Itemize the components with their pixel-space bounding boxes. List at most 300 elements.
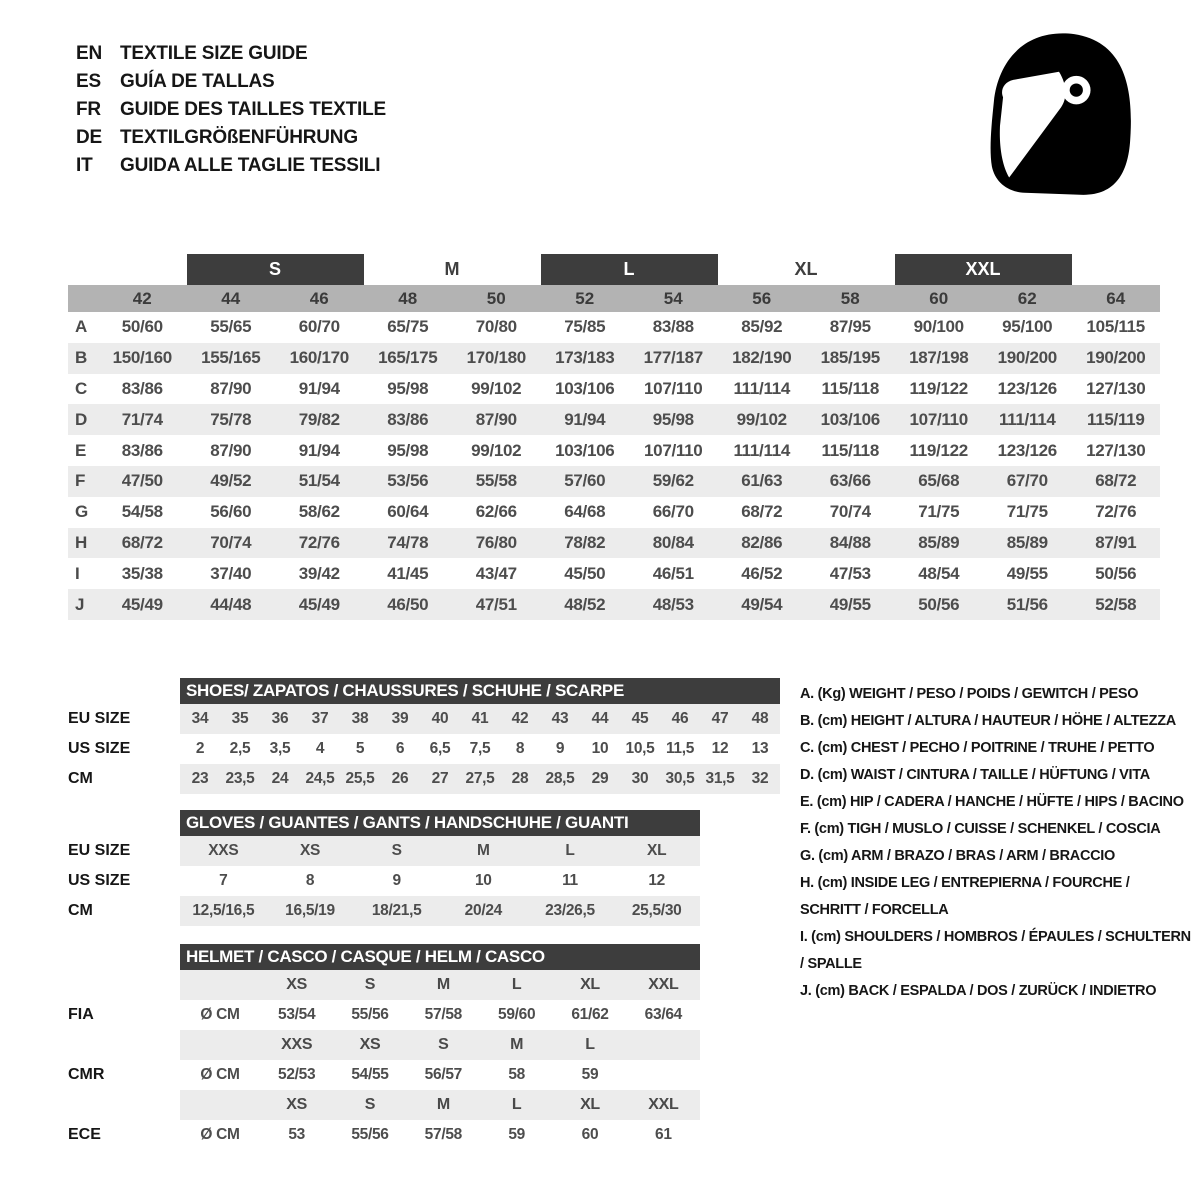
value-cell: 13: [751, 740, 769, 757]
measurement-value: 67/70: [1006, 471, 1048, 491]
size-row-G: [68, 497, 1160, 528]
helmet-value: 61/62: [571, 1006, 609, 1023]
measurement-value: 105/115: [1086, 317, 1145, 337]
measurement-value: 103/106: [555, 440, 615, 460]
row-key-A: A: [75, 317, 88, 337]
measurement-value: 87/90: [210, 440, 252, 460]
language-row-IT: [76, 152, 386, 180]
helmet-values-row-fia: [68, 1000, 780, 1030]
table-row-us-size: [68, 734, 780, 764]
helmet-value: 57/58: [424, 1006, 462, 1023]
measurement-value: 83/88: [652, 317, 694, 337]
helmet-values: [180, 1000, 700, 1030]
row-label: CM: [68, 902, 93, 919]
value-cell: 41: [471, 710, 489, 727]
size-row-I: [68, 558, 1160, 589]
measurement-value: 160/170: [289, 348, 349, 368]
numeric-size-64: 64: [1106, 288, 1126, 308]
value-cell: 2: [195, 740, 205, 757]
measurement-value: 99/102: [736, 409, 787, 429]
measurement-value: 79/82: [298, 409, 340, 429]
measurement-value: 80/84: [652, 532, 694, 552]
size-header: XXL: [648, 1096, 679, 1113]
value-cell: 6,5: [429, 740, 451, 757]
size-header: S: [364, 976, 376, 993]
value-cell: 23,5: [225, 770, 255, 787]
measurement-value: 49/54: [741, 594, 783, 614]
table-row-eu-size: [68, 704, 780, 734]
row-label-spacer: [68, 1030, 180, 1060]
measurement-value: 39/42: [298, 563, 340, 583]
measurement-value: 66/70: [652, 502, 694, 522]
size-header: S: [364, 1096, 376, 1113]
measurement-value: 58/62: [298, 502, 340, 522]
row-values: [180, 734, 780, 764]
value-cell: 2,5: [229, 740, 251, 757]
size-header: XL: [580, 976, 600, 993]
measurement-value: 62/66: [475, 502, 517, 522]
measurement-value: 107/110: [909, 409, 968, 429]
row-values: [180, 896, 700, 926]
numeric-size-60: 60: [929, 288, 949, 308]
measurement-value: 119/122: [909, 440, 968, 460]
measurement-value: 46/50: [387, 594, 429, 614]
measurement-value: 95/98: [652, 409, 694, 429]
measurement-value: 49/55: [829, 594, 871, 614]
helmet-size-headers: [180, 1030, 700, 1060]
measurement-value: 52/58: [1095, 594, 1137, 614]
measurement-value: 190/200: [997, 348, 1057, 368]
value-cell: 30,5: [665, 770, 695, 787]
legend-item-C: C. (cm) CHEST / PECHO / POITRINE / TRUHE / PETTO: [800, 740, 1155, 756]
measurement-value: 35/38: [121, 563, 163, 583]
helmet-value: 52/53: [278, 1066, 316, 1083]
measurement-legend: [800, 681, 1192, 1005]
measurement-value: 107/110: [644, 378, 703, 398]
measurement-value: 64/68: [564, 502, 606, 522]
measurement-value: 70/80: [475, 317, 517, 337]
value-cell: 6: [395, 740, 405, 757]
value-cell: 47: [711, 710, 729, 727]
measurement-value: 115/118: [821, 440, 879, 460]
value-cell: XL: [647, 842, 667, 859]
numeric-size-46: 46: [309, 288, 329, 308]
language-code: FR: [76, 99, 101, 120]
measurement-value: 103/106: [820, 409, 880, 429]
measurement-value: 41/45: [387, 563, 429, 583]
measurement-value: 53/56: [387, 471, 429, 491]
measurement-value: 71/75: [918, 502, 960, 522]
measurement-value: 177/187: [643, 348, 703, 368]
shoes-table: [68, 704, 780, 794]
numeric-size-52: 52: [575, 288, 595, 308]
helmet-values-row-cmr: [68, 1060, 780, 1090]
row-label-spacer: [68, 1090, 180, 1120]
measurement-value: 119/122: [909, 378, 968, 398]
measurement-value: 127/130: [1086, 378, 1146, 398]
value-cell: 18/21,5: [371, 902, 422, 919]
value-cell: L: [565, 842, 575, 859]
value-cell: M: [477, 842, 490, 859]
measurement-value: 51/54: [298, 471, 340, 491]
measurement-value: 56/60: [210, 502, 252, 522]
legend-item-I: I. (cm) SHOULDERS / HOMBROS / ÉPAULES / SCHULTERN / SPALLE: [800, 929, 1191, 972]
measurement-value: 115/119: [1087, 409, 1145, 429]
measurement-value: 48/52: [564, 594, 606, 614]
row-key-B: B: [75, 348, 88, 368]
value-cell: 27,5: [465, 770, 495, 787]
language-row-DE: [76, 124, 386, 152]
measurement-value: 150/160: [112, 348, 172, 368]
measurement-value: 43/47: [475, 563, 517, 583]
size-label-L: L: [541, 254, 718, 285]
language-row-FR: [76, 96, 386, 124]
measurement-value: 85/89: [1006, 532, 1048, 552]
numeric-size-44: 44: [221, 288, 241, 308]
value-cell: 8: [515, 740, 525, 757]
helmet-value: 57/58: [424, 1126, 462, 1143]
value-cell: 9: [392, 872, 401, 889]
size-row-B: [68, 343, 1160, 374]
row-values: [180, 704, 780, 734]
helmet-value: 58: [508, 1066, 525, 1083]
row-key-I: I: [75, 563, 80, 583]
measurement-value: 59/62: [652, 471, 694, 491]
value-cell: 7,5: [469, 740, 491, 757]
measurement-value: 57/60: [564, 471, 606, 491]
row-label: EU SIZE: [68, 710, 131, 727]
measurement-value: 55/58: [475, 471, 517, 491]
measurement-value: 99/102: [471, 440, 522, 460]
value-cell: 34: [191, 710, 209, 727]
measurement-value: 91/94: [298, 378, 340, 398]
measurement-value: 87/90: [210, 378, 252, 398]
unit-label: Ø CM: [200, 1066, 240, 1083]
measurement-value: 71/74: [121, 409, 163, 429]
measurement-value: 46/52: [741, 563, 783, 583]
unit-label: Ø CM: [200, 1126, 240, 1143]
helmet-value: 59: [508, 1126, 525, 1143]
value-cell: 4: [315, 740, 325, 757]
measurement-value: 82/86: [741, 532, 783, 552]
language-code: ES: [76, 71, 101, 92]
helmet-sizes-row-cmr: [68, 1030, 780, 1060]
row-label: US SIZE: [68, 872, 131, 889]
helmet-value: 56/57: [424, 1066, 462, 1083]
measurement-value: 91/94: [564, 409, 606, 429]
measurement-value: 74/78: [387, 532, 429, 552]
size-label-S: S: [187, 254, 364, 285]
value-cell: 7: [219, 872, 228, 889]
numeric-size-header-row: [68, 285, 1160, 312]
value-cell: 16,5/19: [285, 902, 335, 919]
legend-item-F: F. (cm) TIGH / MUSLO / CUISSE / SCHENKEL / COSCIA: [800, 821, 1161, 837]
value-cell: 28,5: [545, 770, 575, 787]
helmet-value: 60: [581, 1126, 599, 1143]
value-cell: 36: [271, 710, 289, 727]
measurement-value: 84/88: [829, 532, 871, 552]
language-code: EN: [76, 43, 102, 64]
value-cell: 11,5: [665, 740, 695, 757]
value-cell: 23/26,5: [545, 902, 595, 919]
numeric-size-56: 56: [752, 288, 772, 308]
numeric-size-48: 48: [398, 288, 418, 308]
helmet-size-headers: [180, 970, 700, 1000]
measurement-value: 95/98: [387, 440, 429, 460]
measurement-value: 90/100: [913, 317, 964, 337]
value-cell: 45: [631, 710, 649, 727]
measurement-value: 54/58: [121, 502, 163, 522]
table-row-us-size: [68, 866, 780, 896]
size-row-E: [68, 435, 1160, 466]
measurement-value: 48/54: [918, 563, 960, 583]
measurement-value: 68/72: [741, 502, 783, 522]
legend-item-B: B. (cm) HEIGHT / ALTURA / HAUTEUR / HÖHE / ALTEZZA: [800, 713, 1176, 729]
value-cell: 30: [631, 770, 649, 787]
gloves-table-title: GLOVES / GUANTES / GANTS / HANDSCHUHE / GUANTI: [180, 810, 700, 836]
standard-label: CMR: [68, 1066, 105, 1083]
value-cell: 24,5: [305, 770, 335, 787]
shoes-table-title: SHOES/ ZAPATOS / CHAUSSURES / SCHUHE / SCARPE: [180, 678, 780, 704]
measurement-value: 60/64: [387, 502, 429, 522]
measurement-value: 46/51: [652, 563, 694, 583]
footwear-gloves-helmet-tables: [68, 678, 780, 1150]
helmet-value: 61: [655, 1126, 672, 1143]
size-header: XL: [580, 1096, 600, 1113]
helmet-value: 55/56: [351, 1126, 389, 1143]
guide-title-DE: TEXTILGRÖßENFÜHRUNG: [120, 127, 358, 148]
measurement-value: 72/76: [1095, 502, 1137, 522]
measurement-value: 68/72: [121, 532, 163, 552]
helmet-value: 63/64: [644, 1006, 682, 1023]
row-label: CM: [68, 770, 93, 787]
textile-size-table: [68, 254, 1160, 620]
size-header: L: [511, 1096, 522, 1113]
value-cell: 31,5: [705, 770, 735, 787]
numeric-size-54: 54: [663, 288, 683, 308]
helmet-value: 53: [288, 1126, 305, 1143]
value-cell: 39: [391, 710, 409, 727]
language-title-list: [76, 40, 386, 180]
measurement-value: 37/40: [210, 563, 252, 583]
measurement-value: 85/92: [741, 317, 783, 337]
size-header: M: [436, 976, 450, 993]
value-cell: 12: [711, 740, 729, 757]
size-header: L: [511, 976, 522, 993]
row-values: [180, 764, 780, 794]
row-label: EU SIZE: [68, 842, 131, 859]
helmet-sizes-row-fia: [68, 970, 780, 1000]
measurement-value: 63/66: [829, 471, 871, 491]
row-label: US SIZE: [68, 740, 131, 757]
size-row-A: [68, 312, 1160, 343]
row-key-F: F: [75, 471, 86, 491]
language-code: DE: [76, 127, 102, 148]
measurement-value: 190/200: [1086, 348, 1146, 368]
numeric-size-50: 50: [486, 288, 506, 308]
row-key-J: J: [75, 594, 85, 614]
size-row-D: [68, 404, 1160, 435]
value-cell: XS: [299, 842, 321, 859]
value-cell: 24: [271, 770, 289, 787]
helmet-values-row-ece: [68, 1120, 780, 1150]
helmet-value: 55/56: [351, 1006, 389, 1023]
value-cell: 35: [231, 710, 249, 727]
measurement-value: 107/110: [644, 440, 703, 460]
size-header: L: [585, 1036, 595, 1053]
value-cell: 20/24: [464, 902, 502, 919]
measurement-value: 99/102: [471, 378, 522, 398]
guide-title-ES: GUÍA DE TALLAS: [120, 71, 275, 92]
size-row-C: [68, 374, 1160, 405]
measurement-value: 115/118: [821, 378, 879, 398]
measurement-value: 49/55: [1006, 563, 1048, 583]
helmet-values: [180, 1120, 700, 1150]
size-header: XS: [286, 1096, 308, 1113]
numeric-row-spacer: [68, 285, 98, 312]
measurement-value: 68/72: [1095, 471, 1137, 491]
measurement-value: 127/130: [1086, 440, 1146, 460]
measurement-value: 111/114: [998, 409, 1056, 429]
legend-item-D: D. (cm) WAIST / CINTURA / TAILLE / HÜFTUNG / VITA: [800, 767, 1150, 783]
guide-title-FR: GUIDE DES TAILLES TEXTILE: [120, 99, 386, 120]
value-cell: 23: [191, 770, 209, 787]
row-key-G: G: [75, 502, 89, 522]
racing-helmet-icon: [976, 26, 1142, 204]
value-cell: 5: [355, 740, 365, 757]
measurement-value: 78/82: [564, 532, 606, 552]
numeric-size-58: 58: [840, 288, 860, 308]
measurement-value: 185/195: [820, 348, 880, 368]
measurement-value: 47/51: [475, 594, 517, 614]
helmet-values: [180, 1060, 700, 1090]
helmet-value: 53/54: [278, 1006, 316, 1023]
value-cell: 25,5: [345, 770, 375, 787]
measurement-value: 50/56: [1095, 563, 1137, 583]
numeric-size-42: 42: [132, 288, 152, 308]
size-header: XXL: [648, 976, 679, 993]
measurement-value: 111/114: [733, 440, 791, 460]
measurement-value: 165/175: [378, 348, 438, 368]
row-key-E: E: [75, 440, 87, 460]
measurement-value: 95/98: [387, 378, 429, 398]
value-cell: 27: [431, 770, 449, 787]
value-cell: 9: [555, 740, 565, 757]
measurement-value: 182/190: [732, 348, 792, 368]
measurement-rows: [68, 312, 1160, 620]
measurement-value: 49/52: [210, 471, 252, 491]
legend-item-A: A. (Kg) WEIGHT / PESO / POIDS / GEWITCH / PESO: [800, 686, 1139, 702]
table-row-cm: [68, 896, 780, 926]
value-cell: 25,5/30: [631, 902, 682, 919]
value-cell: 3,5: [269, 740, 291, 757]
measurement-value: 123/126: [997, 440, 1057, 460]
helmet-sizes-row-ece: [68, 1090, 780, 1120]
measurement-value: 70/74: [210, 532, 252, 552]
legend-item-E: E. (cm) HIP / CADERA / HANCHE / HÜFTE / HIPS / BACINO: [800, 794, 1184, 810]
value-cell: 32: [751, 770, 769, 787]
table-row-eu-size: [68, 836, 780, 866]
legend-item-H: H. (cm) INSIDE LEG / ENTREPIERNA / FOURCHE / SCHRITT / FORCELLA: [800, 875, 1130, 918]
value-cell: 48: [751, 710, 769, 727]
measurement-value: 76/80: [475, 532, 517, 552]
measurement-value: 71/75: [1006, 502, 1048, 522]
measurement-value: 75/78: [210, 409, 252, 429]
measurement-value: 65/68: [918, 471, 960, 491]
measurement-value: 48/53: [652, 594, 694, 614]
value-cell: 46: [671, 710, 689, 727]
value-cell: 11: [562, 872, 578, 889]
gloves-table: [68, 836, 780, 926]
size-header: XS: [286, 976, 308, 993]
measurement-value: 72/76: [298, 532, 340, 552]
measurement-value: 85/89: [918, 532, 960, 552]
size-letter-header-row: [68, 254, 1160, 285]
measurement-value: 55/65: [210, 317, 252, 337]
guide-title-IT: GUIDA ALLE TAGLIE TESSILI: [120, 155, 381, 176]
unit-label: Ø CM: [200, 1006, 240, 1023]
measurement-value: 87/90: [475, 409, 517, 429]
value-cell: 10: [591, 740, 609, 757]
measurement-value: 103/106: [555, 378, 615, 398]
value-cell: 10,5: [625, 740, 655, 757]
measurement-value: 65/75: [387, 317, 429, 337]
legend-item-J: J. (cm) BACK / ESPALDA / DOS / ZURÜCK / INDIETRO: [800, 983, 1157, 999]
measurement-value: 155/165: [201, 348, 261, 368]
measurement-value: 95/100: [1002, 317, 1053, 337]
value-cell: 29: [591, 770, 609, 787]
measurement-value: 173/183: [555, 348, 615, 368]
helmet-value: 59: [581, 1066, 599, 1083]
row-label-spacer: [68, 970, 180, 1000]
measurement-value: 83/86: [121, 378, 163, 398]
measurement-value: 70/74: [829, 502, 871, 522]
size-row-J: [68, 589, 1160, 620]
value-cell: S: [391, 842, 402, 859]
numeric-size-62: 62: [1017, 288, 1037, 308]
measurement-value: 47/50: [121, 471, 163, 491]
standard-label: FIA: [68, 1006, 94, 1023]
measurement-value: 187/198: [909, 348, 969, 368]
row-key-D: D: [75, 409, 88, 429]
measurement-value: 87/91: [1095, 532, 1137, 552]
value-cell: 8: [305, 872, 315, 889]
measurement-value: 123/126: [997, 378, 1057, 398]
value-cell: 42: [511, 710, 529, 727]
measurement-value: 45/49: [298, 594, 340, 614]
row-values: [180, 866, 700, 896]
size-label-M: M: [444, 259, 460, 279]
legend-item-G: G. (cm) ARM / BRAZO / BRAS / ARM / BRACCIO: [800, 848, 1115, 864]
size-header: XS: [359, 1036, 381, 1053]
language-row-EN: [76, 40, 386, 68]
row-key-C: C: [75, 378, 88, 398]
helmet-value: 59/60: [498, 1006, 536, 1023]
value-cell: 26: [391, 770, 409, 787]
size-header: S: [438, 1036, 449, 1053]
guide-title-EN: TEXTILE SIZE GUIDE: [120, 43, 308, 64]
value-cell: 37: [311, 710, 329, 727]
helmet-table-title: HELMET / CASCO / CASQUE / HELM / CASCO: [180, 944, 700, 970]
measurement-value: 47/53: [829, 563, 871, 583]
value-cell: 10: [474, 872, 492, 889]
measurement-value: 50/56: [918, 594, 960, 614]
measurement-value: 87/95: [829, 317, 871, 337]
size-row-H: [68, 528, 1160, 559]
table-row-cm: [68, 764, 780, 794]
helmet-table: [68, 970, 780, 1150]
value-cell: 12,5/16,5: [192, 902, 255, 919]
